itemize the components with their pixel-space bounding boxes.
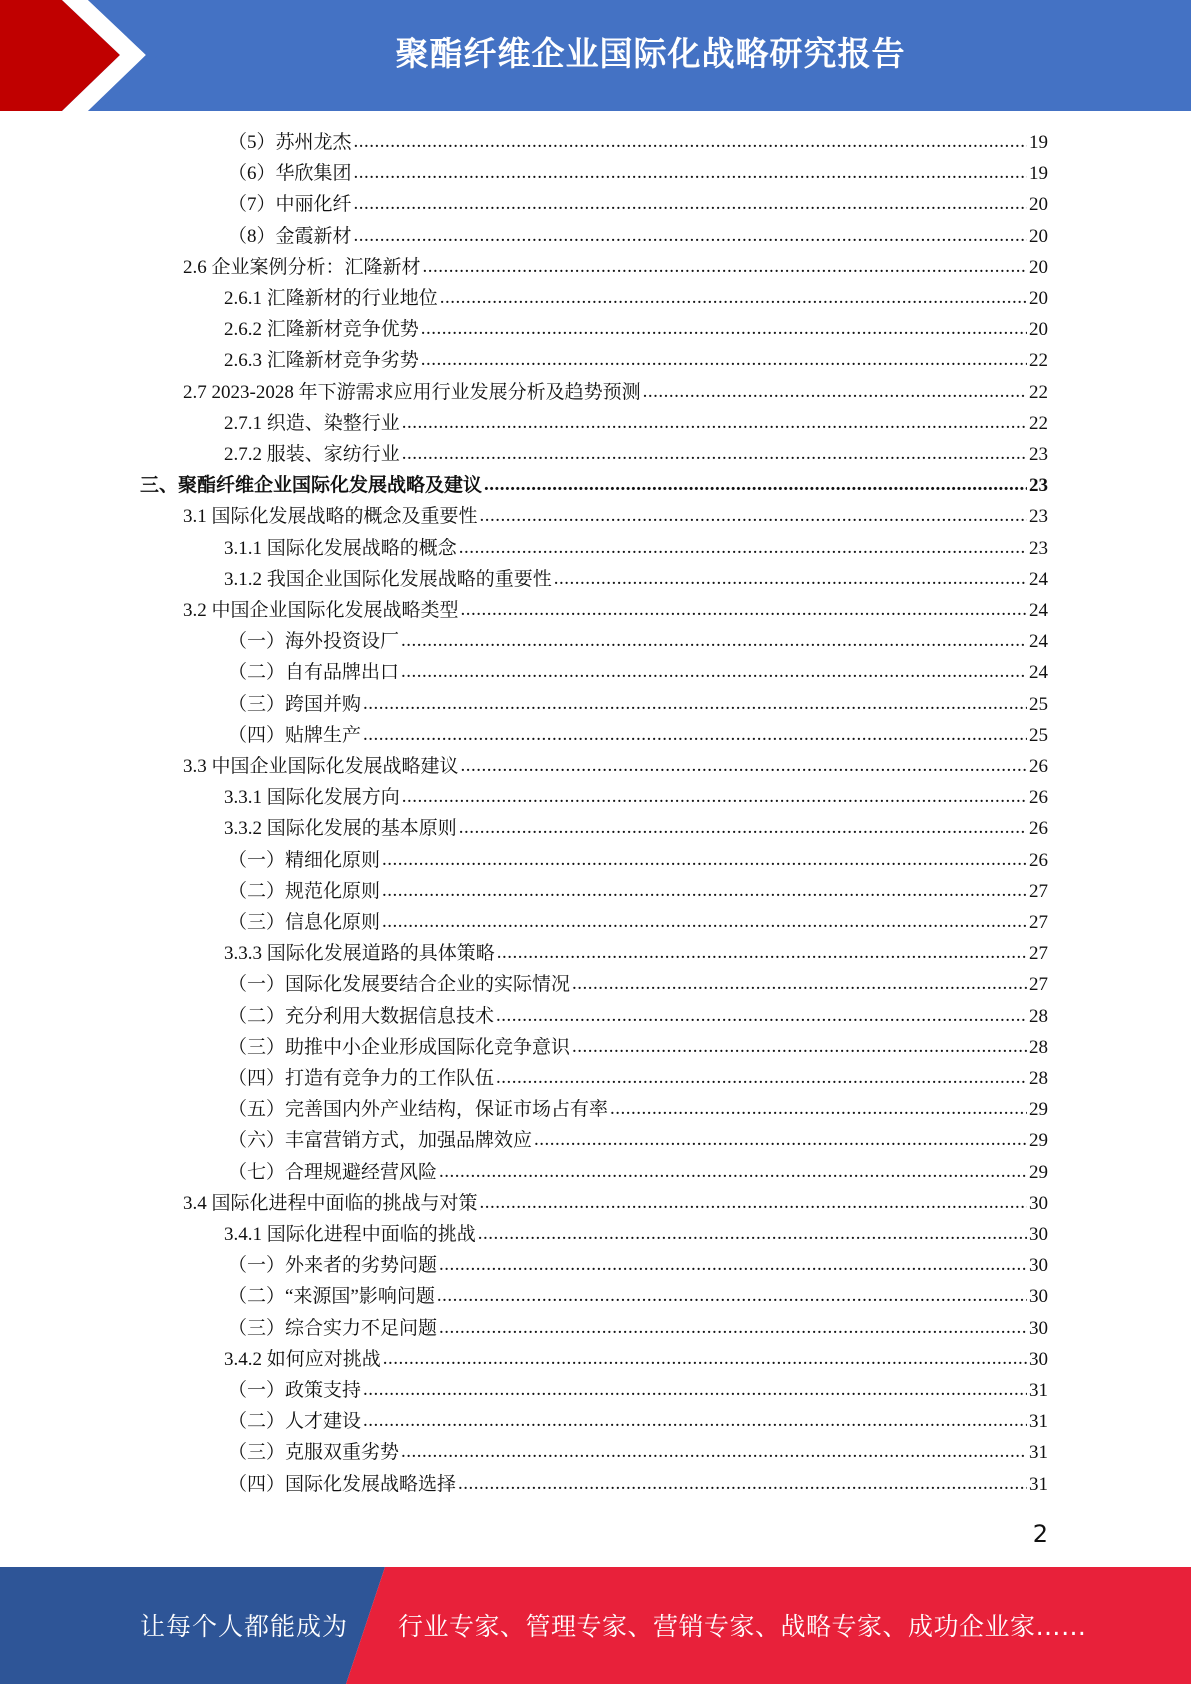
document-title: 聚酯纤维企业国际化战略研究报告 — [395, 34, 906, 73]
toc-entry-title: （一）海外投资设厂 — [228, 631, 400, 653]
toc-dot-leader — [554, 563, 1027, 594]
toc-entry-page-number: 23 — [1029, 506, 1048, 528]
toc-entry[interactable] — [228, 1375, 1048, 1406]
toc-entry-title: 三、聚酯纤维企业国际化发展战略及建议 — [140, 475, 483, 497]
toc-entry[interactable] — [224, 938, 1048, 969]
toc-dot-leader — [382, 875, 1027, 906]
toc-entry-page-number: 31 — [1029, 1380, 1048, 1401]
toc-entry-title: 2.6 企业案例分析：汇隆新材 — [183, 256, 421, 278]
toc-entry[interactable] — [140, 470, 1048, 501]
toc-entry-title: 3.4 国际化进程中面临的挑战与对策 — [183, 1192, 478, 1214]
toc-entry-title: （一）外来者的劣势问题 — [228, 1255, 438, 1277]
toc-entry-page-number: 25 — [1029, 724, 1048, 746]
toc-entry-page-number: 26 — [1029, 787, 1048, 809]
toc-entry-page-number: 27 — [1029, 880, 1048, 902]
toc-dot-leader — [354, 126, 1027, 157]
toc-entry-page-number: 30 — [1029, 1348, 1048, 1370]
toc-entry-title: （四）打造有竞争力的工作队伍 — [228, 1068, 495, 1089]
toc-entry-title: 2.7 2023-2028 年下游需求应用行业发展分析及趋势预测 — [183, 381, 641, 403]
toc-entry[interactable] — [228, 127, 1048, 158]
toc-dot-leader — [534, 1124, 1027, 1155]
toc-entry[interactable] — [183, 501, 1048, 532]
toc-entry-title: （三）综合实力不足问题 — [228, 1317, 438, 1339]
toc-entry[interactable] — [224, 533, 1048, 564]
toc-entry[interactable] — [228, 1157, 1048, 1188]
toc-entry[interactable] — [183, 751, 1048, 782]
toc-entry-page-number: 19 — [1029, 163, 1048, 185]
toc-entry-title: （一）政策支持 — [228, 1380, 362, 1401]
toc-entry-title: 2.7.2 服装、家纺行业 — [224, 444, 400, 465]
toc-dot-leader — [461, 750, 1027, 781]
toc-entry[interactable] — [228, 158, 1048, 189]
toc-dot-leader — [354, 157, 1027, 188]
toc-dot-leader — [497, 937, 1027, 968]
toc-entry-page-number: 31 — [1029, 1442, 1048, 1464]
toc-entry-title: 2.6.3 汇隆新材竞争劣势 — [224, 350, 419, 372]
toc-entry-title: 3.1.1 国际化发展战略的概念 — [224, 537, 457, 559]
toc-entry-page-number: 20 — [1029, 225, 1048, 247]
toc-entry-title: 3.4.1 国际化进程中面临的挑战 — [224, 1224, 476, 1245]
toc-dot-leader — [354, 188, 1027, 219]
toc-entry-title: 2.6.2 汇隆新材竞争优势 — [224, 319, 419, 341]
toc-dot-leader — [354, 220, 1027, 251]
toc-dot-leader — [402, 781, 1027, 812]
toc-dot-leader — [478, 1218, 1027, 1249]
toc-entry-page-number: 27 — [1029, 943, 1048, 965]
toc-entry[interactable] — [224, 283, 1048, 314]
toc-dot-leader — [382, 906, 1027, 937]
toc-dot-leader — [439, 1312, 1027, 1343]
toc-entry-page-number: 23 — [1029, 475, 1048, 497]
toc-entry[interactable] — [228, 1406, 1048, 1437]
toc-entry-page-number: 22 — [1029, 412, 1048, 434]
toc-entry-title: 3.1.2 我国企业国际化发展战略的重要性 — [224, 568, 552, 590]
toc-entry[interactable] — [224, 345, 1048, 376]
toc-entry[interactable] — [228, 1313, 1048, 1344]
toc-entry-page-number: 31 — [1029, 1473, 1048, 1495]
toc-dot-leader — [363, 719, 1027, 750]
toc-entry-page-number: 26 — [1029, 849, 1048, 871]
toc-entry-title: 2.7.1 织造、染整行业 — [224, 412, 400, 434]
toc-entry-title: 3.1 国际化发展战略的概念及重要性 — [183, 506, 478, 528]
toc-dot-leader — [439, 1156, 1027, 1187]
toc-entry[interactable] — [228, 1250, 1048, 1281]
toc-entry[interactable] — [228, 1094, 1048, 1125]
toc-entry-page-number: 24 — [1029, 600, 1048, 621]
toc-entry-title: 3.2 中国企业国际化发展战略类型 — [183, 600, 459, 621]
toc-entry-page-number: 23 — [1029, 537, 1048, 559]
toc-entry[interactable] — [183, 252, 1048, 283]
toc-entry[interactable] — [224, 439, 1048, 470]
toc-entry-page-number: 28 — [1029, 1068, 1048, 1089]
header-bar — [0, 0, 1191, 111]
toc-entry[interactable] — [224, 564, 1048, 595]
toc-entry[interactable] — [228, 189, 1048, 220]
toc-dot-leader — [496, 1000, 1027, 1031]
toc-dot-leader — [461, 594, 1027, 625]
toc-entry-page-number: 20 — [1029, 256, 1048, 278]
toc-entry-page-number: 29 — [1029, 1099, 1048, 1121]
toc-dot-leader — [643, 376, 1027, 407]
footer-slogan-right: 行业专家、管理专家、营销专家、战略专家、成功企业家…… — [398, 1612, 1087, 1641]
toc-entry-page-number: 23 — [1029, 444, 1048, 465]
toc-entry-title: （7）中丽化纤 — [228, 194, 352, 216]
toc-entry-page-number: 29 — [1029, 1130, 1048, 1152]
toc-entry[interactable] — [224, 314, 1048, 345]
toc-entry[interactable] — [224, 1344, 1048, 1375]
toc-entry[interactable] — [224, 408, 1048, 439]
toc-dot-leader — [363, 1405, 1027, 1436]
toc-dot-leader — [363, 688, 1027, 719]
toc-entry-title: （三）信息化原则 — [228, 912, 381, 933]
toc-entry-title: （二）规范化原则 — [228, 880, 381, 902]
toc-entry-title: （二）“来源国”影响问题 — [228, 1286, 435, 1308]
toc-entry[interactable] — [228, 689, 1048, 720]
toc-entry[interactable] — [224, 782, 1048, 813]
toc-entry-page-number: 22 — [1029, 350, 1048, 372]
toc-entry-title: （三）跨国并购 — [228, 693, 362, 715]
toc-entry-title: （四）国际化发展战略选择 — [228, 1473, 457, 1495]
toc-entry[interactable] — [228, 876, 1048, 907]
toc-entry-page-number: 28 — [1029, 1005, 1048, 1027]
toc-dot-leader — [421, 313, 1027, 344]
toc-dot-leader — [458, 1468, 1027, 1499]
toc-entry-page-number: 24 — [1029, 631, 1048, 653]
toc-entry-page-number: 30 — [1029, 1224, 1048, 1245]
toc-entry[interactable] — [228, 969, 1048, 1000]
toc-entry-title: 2.6.1 汇隆新材的行业地位 — [224, 288, 438, 309]
toc-entry-page-number: 20 — [1029, 288, 1048, 309]
toc-entry[interactable] — [228, 1281, 1048, 1312]
toc-entry[interactable] — [183, 377, 1048, 408]
toc-entry[interactable] — [228, 1125, 1048, 1156]
toc-entry-title: （二）自有品牌出口 — [228, 662, 400, 684]
toc-entry[interactable] — [228, 907, 1048, 938]
toc-entry-title: （一）国际化发展要结合企业的实际情况 — [228, 974, 571, 996]
toc-entry-title: （四）贴牌生产 — [228, 724, 362, 746]
toc-entry[interactable] — [228, 657, 1048, 688]
toc-dot-leader — [423, 251, 1027, 282]
toc-entry-title: 3.3.2 国际化发展的基本原则 — [224, 818, 457, 840]
toc-entry[interactable] — [224, 1219, 1048, 1250]
toc-entry[interactable] — [228, 1437, 1048, 1468]
toc-dot-leader — [572, 1031, 1027, 1062]
toc-dot-leader — [459, 812, 1027, 843]
toc-entry-page-number: 30 — [1029, 1255, 1048, 1277]
toc-entry-title: （七）合理规避经营风险 — [228, 1161, 438, 1183]
toc-dot-leader — [459, 532, 1027, 563]
toc-entry-page-number: 29 — [1029, 1161, 1048, 1183]
toc-dot-leader — [383, 1343, 1027, 1374]
toc-entry-page-number: 19 — [1029, 132, 1048, 153]
toc-entry-page-number: 27 — [1029, 974, 1048, 996]
toc-dot-leader — [402, 407, 1027, 438]
toc-entry-title: 3.4.2 如何应对挑战 — [224, 1348, 381, 1370]
toc-entry-page-number: 27 — [1029, 912, 1048, 933]
toc-dot-leader — [484, 469, 1027, 500]
toc-dot-leader — [496, 1062, 1027, 1093]
toc-dot-leader — [480, 1187, 1027, 1218]
toc-dot-leader — [572, 968, 1027, 999]
toc-entry[interactable] — [228, 1469, 1048, 1500]
page-number: 2 — [1032, 1520, 1048, 1548]
toc-entry-title: （三）克服双重劣势 — [228, 1442, 400, 1464]
footer-slogan-left: 让每个人都能成为 — [140, 1612, 349, 1641]
toc-entry-title: （一）精细化原则 — [228, 849, 381, 871]
toc-entry[interactable] — [183, 595, 1048, 626]
toc-entry-title: （三）助推中小企业形成国际化竞争意识 — [228, 1036, 571, 1058]
toc-entry-page-number: 24 — [1029, 662, 1048, 684]
toc-entry[interactable] — [183, 1188, 1048, 1219]
toc-entry[interactable] — [228, 1032, 1048, 1063]
toc-dot-leader — [480, 500, 1027, 531]
toc-entry[interactable] — [228, 626, 1048, 657]
footer-bar — [0, 1567, 1191, 1684]
toc-dot-leader — [610, 1093, 1027, 1124]
toc-entry-page-number: 30 — [1029, 1192, 1048, 1214]
toc-entry-title: （二）人才建设 — [228, 1411, 362, 1433]
toc-entry[interactable] — [228, 221, 1048, 252]
toc-entry[interactable] — [224, 813, 1048, 844]
toc-entry-title: （二）充分利用大数据信息技术 — [228, 1005, 495, 1027]
toc-dot-leader — [402, 438, 1027, 469]
toc-dot-leader — [363, 1374, 1027, 1405]
toc-entry[interactable] — [228, 845, 1048, 876]
toc-entry-page-number: 24 — [1029, 568, 1048, 590]
toc-entry-page-number: 26 — [1029, 818, 1048, 840]
toc-dot-leader — [421, 344, 1027, 375]
toc-entry-title: 3.3 中国企业国际化发展战略建议 — [183, 756, 459, 777]
toc-entry-page-number: 25 — [1029, 693, 1048, 715]
toc-entry-page-number: 20 — [1029, 194, 1048, 216]
toc-entry-title: （8）金霞新材 — [228, 225, 352, 247]
toc-entry-title: （六）丰富营销方式，加强品牌效应 — [228, 1130, 533, 1152]
toc-entry-page-number: 22 — [1029, 381, 1048, 403]
toc-entry-page-number: 26 — [1029, 756, 1048, 777]
toc-entry-title: 3.3.3 国际化发展道路的具体策略 — [224, 943, 495, 965]
toc-entry-title: （五）完善国内外产业结构，保证市场占有率 — [228, 1099, 609, 1121]
toc-dot-leader — [401, 656, 1027, 687]
toc-dot-leader — [401, 1436, 1027, 1467]
toc-entry-title: 3.3.1 国际化发展方向 — [224, 787, 400, 809]
toc-entry-title: （6）华欣集团 — [228, 163, 352, 185]
toc-dot-leader — [382, 844, 1027, 875]
toc-entry-page-number: 31 — [1029, 1411, 1048, 1433]
toc-dot-leader — [437, 1280, 1027, 1311]
toc-entry-page-number: 20 — [1029, 319, 1048, 341]
toc-entry-page-number: 28 — [1029, 1036, 1048, 1058]
toc-dot-leader — [439, 1249, 1027, 1280]
toc-entry[interactable] — [228, 1001, 1048, 1032]
toc-entry-title: （5）苏州龙杰 — [228, 132, 352, 153]
toc-dot-leader — [440, 282, 1027, 313]
toc-dot-leader — [401, 625, 1027, 656]
toc-entry[interactable] — [228, 720, 1048, 751]
toc-entry-page-number: 30 — [1029, 1317, 1048, 1339]
toc-entry-page-number: 30 — [1029, 1286, 1048, 1308]
toc-entry[interactable] — [228, 1063, 1048, 1094]
